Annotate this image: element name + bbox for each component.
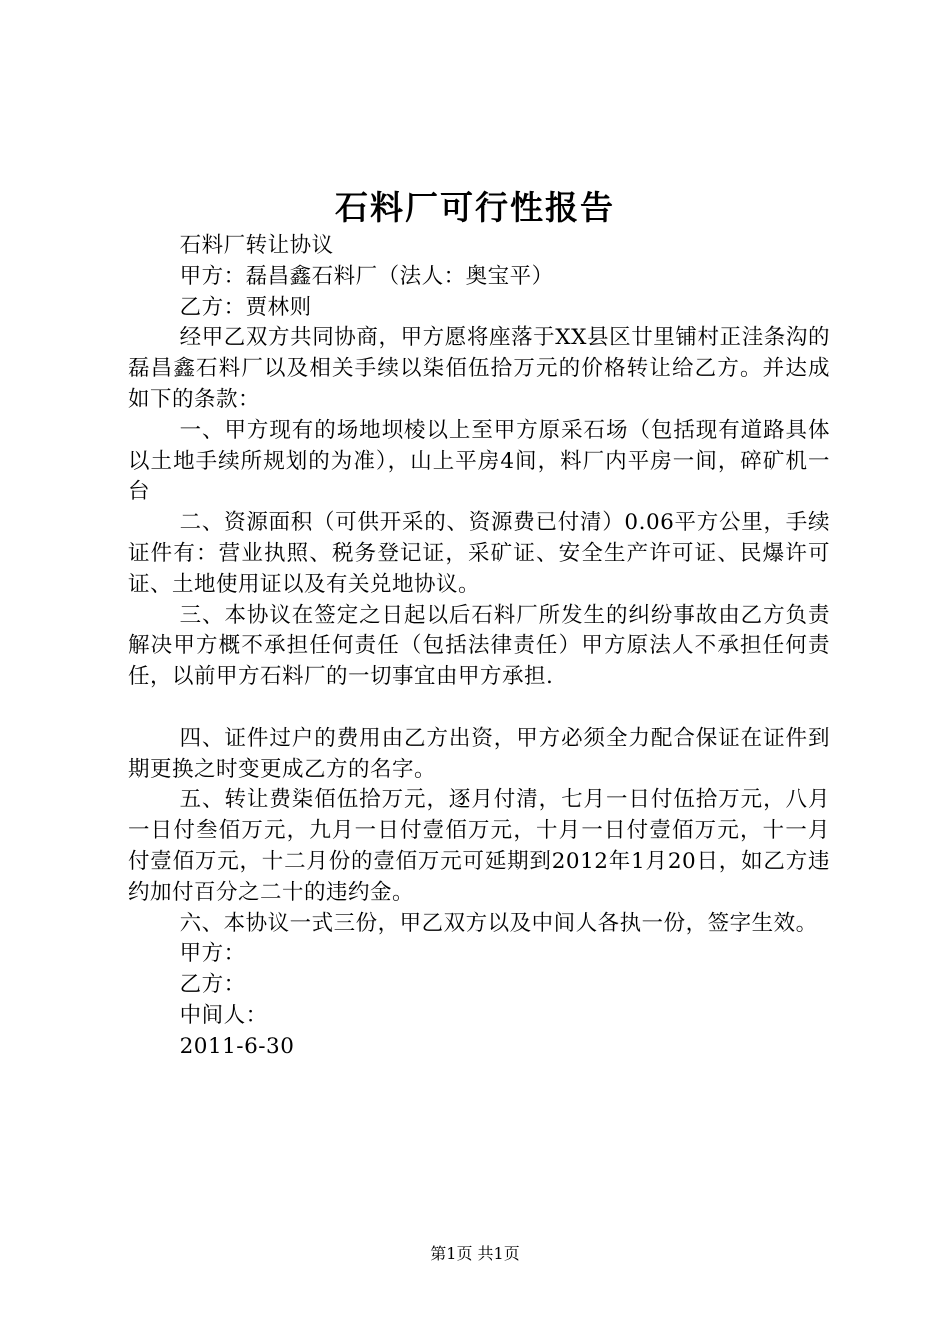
signature-intermediary: 中间人： xyxy=(179,1002,268,1028)
party-b-line: 乙方：贾林则 xyxy=(179,294,312,320)
paragraph-spacer xyxy=(128,693,830,724)
clause-2: 二、资源面积（可供开采的、资源费已付清）0.06平方公里，手续证件有：营业执照、税务登记证，采矿证、安全生产许可证、民爆许可证、土地使用证以及有关兑地协议。 xyxy=(128,510,830,597)
signature-party-a: 甲方： xyxy=(179,941,246,967)
agreement-heading: 石料厂转让协议 xyxy=(179,233,334,258)
party-a-line: 甲方：磊昌鑫石料厂（法人：奥宝平） xyxy=(179,263,554,289)
document-body xyxy=(128,231,830,1063)
clause-3: 三、本协议在签定之日起以后石料厂所发生的纠纷事故由乙方负责解决甲方概不承担任何责任（包括法律责任）甲方原法人不承担任何责任，以前甲方石料厂的一切事宜由甲方承担. xyxy=(128,602,830,690)
document-title: 石料厂可行性报告 xyxy=(335,188,615,227)
clause-6: 六、本协议一式三份，甲乙双方以及中间人各执一份，签字生效。 xyxy=(179,910,818,936)
preamble-paragraph: 经甲乙双方共同协商，甲方愿将座落于XX县区廿里铺村正洼条沟的磊昌鑫石料厂以及相关手续以柒佰伍拾万元的价格转让给乙方。并达成如下的条款： xyxy=(128,325,830,412)
clause-5: 五、转让费柒佰伍拾万元，逐月付清，七月一日付伍拾万元，八月一日付叁佰万元，九月一日付壹佰万元，十月一日付壹佰万元，十一月付壹佰万元，十二月份的壹佰万元可延期到2012年1月20日，如乙方违约加付百分之二十的违约金。 xyxy=(128,787,830,905)
page-number-footer: 第1页 共1页 xyxy=(430,1244,520,1263)
clause-1: 一、甲方现有的场地坝棱以上至甲方原采石场（包括现有道路具体以土地手续所规划的为准），山上平房4间，料厂内平房一间，碎矿机一台 xyxy=(128,417,830,505)
clause-4: 四、证件过户的费用由乙方出资，甲方必须全力配合保证在证件到期更换之时变更成乙方的名字。 xyxy=(128,725,830,782)
signing-date: 2011-6-30 xyxy=(179,1033,295,1059)
signature-party-b: 乙方： xyxy=(179,972,246,998)
